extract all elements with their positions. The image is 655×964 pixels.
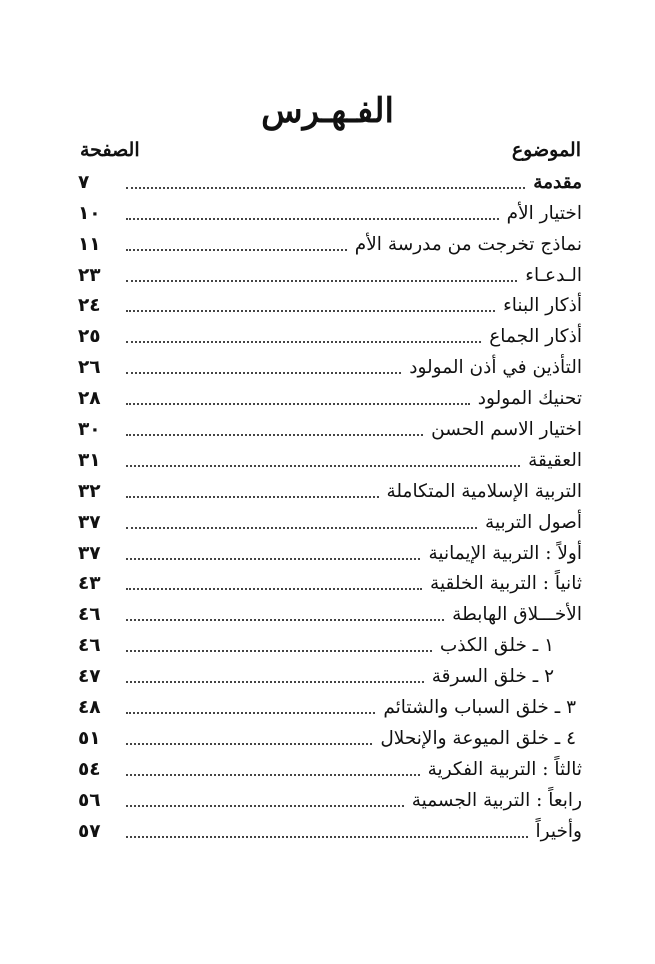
dot-leader <box>126 558 420 560</box>
dot-leader <box>126 218 499 220</box>
subject-column-header: الموضوع <box>511 139 581 161</box>
toc-entry-title: ٢ ـ خلق السرقة <box>431 666 554 688</box>
toc-row[interactable] <box>78 752 582 783</box>
toc-entry-title: أولاً : التربية الإيمانية <box>428 542 582 564</box>
toc-row[interactable] <box>78 814 582 845</box>
toc-entry-title: الـدعـاء <box>525 264 582 286</box>
toc-entry-title: رابعاً : التربية الجسمية <box>411 789 582 811</box>
dot-leader <box>126 403 470 405</box>
toc-page-number: ٥٤ <box>78 758 101 780</box>
toc-page-number: ٢٣ <box>78 264 101 286</box>
toc-row[interactable] <box>78 350 582 381</box>
toc-entry-title: أصول التربية <box>485 511 582 533</box>
dot-leader <box>126 527 477 529</box>
table-of-contents <box>78 165 582 845</box>
toc-page-number: ٣٢ <box>78 480 101 502</box>
toc-page-number: ٤٦ <box>78 635 101 657</box>
dot-leader <box>126 310 495 312</box>
toc-entry-title: أذكار البناء <box>503 295 582 317</box>
toc-row[interactable] <box>78 628 582 659</box>
toc-page-number: ٢٦ <box>78 357 101 379</box>
toc-row[interactable] <box>78 505 582 536</box>
toc-row[interactable] <box>78 721 582 752</box>
toc-page-number: ٣٠ <box>78 419 101 441</box>
toc-row[interactable] <box>78 659 582 690</box>
toc-page-number: ٤٦ <box>78 604 101 626</box>
toc-entry-title: اختيار الأم <box>506 202 582 224</box>
dot-leader <box>126 619 444 621</box>
toc-row[interactable] <box>78 258 582 289</box>
toc-row[interactable] <box>78 783 582 814</box>
toc-row[interactable] <box>78 165 582 196</box>
toc-entry-title: نماذج تخرجت من مدرسة الأم <box>354 233 582 255</box>
dot-leader <box>126 465 520 467</box>
dot-leader <box>126 681 424 683</box>
toc-page-number: ٥٦ <box>78 789 101 811</box>
toc-row[interactable] <box>78 597 582 628</box>
toc-row[interactable] <box>78 289 582 320</box>
toc-entry-title: الأخـــلاق الهابطة <box>452 604 582 626</box>
toc-page-number: ٢٥ <box>78 326 101 348</box>
dot-leader <box>126 650 432 652</box>
toc-row[interactable] <box>78 227 582 258</box>
toc-row[interactable] <box>78 381 582 412</box>
dot-leader <box>126 372 401 374</box>
toc-page-number: ٣٧ <box>78 542 101 564</box>
toc-page-number: ٥١ <box>78 727 101 749</box>
toc-row[interactable] <box>78 690 582 721</box>
dot-leader <box>126 280 517 282</box>
toc-page-number: ٢٨ <box>78 388 101 410</box>
dot-leader <box>126 187 525 189</box>
dot-leader <box>126 805 404 807</box>
dot-leader <box>126 588 422 590</box>
toc-entry-title: التأذين في أذن المولود <box>409 357 582 379</box>
toc-page-number: ٧ <box>78 171 90 193</box>
toc-page-number: ٤٣ <box>78 573 101 595</box>
dot-leader <box>126 249 347 251</box>
toc-page-number: ٤٧ <box>78 666 101 688</box>
toc-row[interactable] <box>78 196 582 227</box>
dot-leader <box>126 496 379 498</box>
page-column-header: الصفحة <box>80 139 140 161</box>
toc-entry-title: أذكار الجماع <box>489 326 582 348</box>
toc-row[interactable] <box>78 443 582 474</box>
dot-leader <box>126 712 375 714</box>
toc-entry-title: ٣ ـ خلق السباب والشتائم <box>383 697 576 719</box>
toc-entry-title: التربية الإسلامية المتكاملة <box>386 480 582 502</box>
toc-entry-title: وأخيراً <box>535 820 582 842</box>
toc-page-number: ٥٧ <box>78 820 101 842</box>
toc-entry-title: ثانياً : التربية الخلقية <box>430 573 582 595</box>
toc-entry-title: تحنيك المولود <box>477 388 582 410</box>
toc-entry-title: العقيقة <box>528 449 582 471</box>
dot-leader <box>126 434 423 436</box>
toc-page-number: ١٠ <box>78 202 101 224</box>
toc-entry-title: ٤ ـ خلق الميوعة والإنحلال <box>380 727 576 749</box>
toc-page-number: ٢٤ <box>78 295 101 317</box>
toc-page-number: ١١ <box>78 233 101 255</box>
toc-page-number: ٣١ <box>78 449 101 471</box>
toc-row[interactable] <box>78 319 582 350</box>
toc-entry-title: ثالثاً : التربية الفكرية <box>427 758 582 780</box>
toc-row[interactable] <box>78 474 582 505</box>
dot-leader <box>126 774 420 776</box>
page-title: الفـهـرس <box>261 91 394 131</box>
toc-row[interactable] <box>78 567 582 598</box>
toc-entry-title: اختيار الاسم الحسن <box>431 419 582 441</box>
toc-page-number: ٤٨ <box>78 697 101 719</box>
toc-entry-title: مقدمة <box>533 171 582 193</box>
toc-row[interactable] <box>78 412 582 443</box>
dot-leader <box>126 836 528 838</box>
toc-row[interactable] <box>78 536 582 567</box>
toc-page-number: ٣٧ <box>78 511 101 533</box>
dot-leader <box>126 341 481 343</box>
toc-entry-title: ١ ـ خلق الكذب <box>439 635 554 657</box>
dot-leader <box>126 743 372 745</box>
